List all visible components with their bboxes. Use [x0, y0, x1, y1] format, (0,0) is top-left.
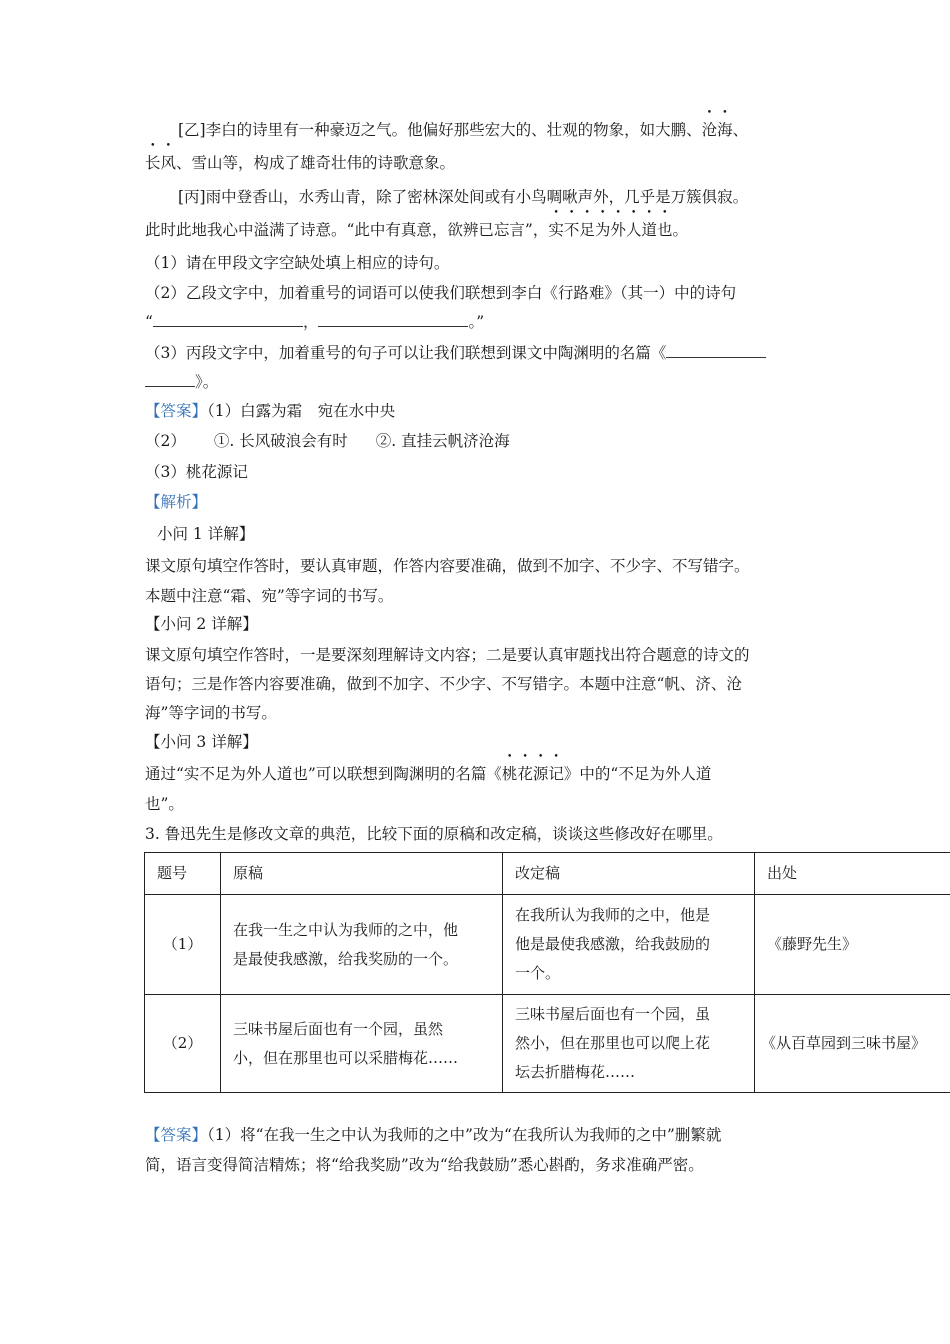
answer-blank[interactable]: [145, 372, 195, 387]
passage-text: 。: [672, 221, 688, 239]
question-3-line2: [145, 372, 218, 392]
row-number: （2）: [145, 995, 221, 1093]
answer-q3-line2: 简，语言变得简洁精炼；将“给我奖励”改为“给我鼓励”悉心斟酌，务求准确严密。: [145, 1156, 704, 1174]
answer-3-line: （3）桃花源记: [145, 463, 248, 481]
passage-yi-line1: [178, 120, 748, 140]
sub-question-1-title: 小问 1 详解】: [157, 525, 255, 543]
revision-table: [144, 852, 950, 1093]
question-text: 》。: [195, 373, 219, 391]
table-header-row: [145, 853, 950, 895]
answer-2-line: [145, 431, 510, 451]
question-2-line2: [145, 312, 484, 332]
passage-text: 此时此地我心中溢满了诗意。“此中有真意，欲辨已忘言”，: [145, 221, 549, 239]
revised-text: 在我所认为我师的之中，他是 他是最使我感激，给我鼓励的 一个。: [503, 895, 755, 995]
row-number: （1）: [145, 895, 221, 995]
answer-text: ①. 长风破浪会有时: [213, 432, 348, 450]
original-text: 在我一生之中认为我师的之中，他 是最使我感激，给我奖励的一个。: [221, 895, 503, 995]
answer-number: （2）: [145, 432, 186, 450]
punctuation: ，: [302, 313, 319, 331]
answer-text: （1）白露为霜 宛在水中央: [207, 402, 396, 420]
question-1: （1）请在甲段文字空缺处填上相应的诗句。: [145, 254, 450, 272]
sub-question-3-title: 【小问 3 详解】: [145, 733, 258, 751]
answer-text: ②. 直挂云帆济沧海: [375, 432, 510, 450]
analysis-text: [145, 764, 711, 784]
question-3-heading: 3. 鲁迅先生是修改文章的典范，比较下面的原稿和改定稿，谈谈这些修改好在哪里。: [145, 825, 723, 843]
header-original: 原稿: [221, 853, 503, 895]
passage-yi-line2: [145, 153, 455, 173]
answer-label: 【答案】: [145, 402, 208, 420]
analysis-text: 海”等字词的书写。: [145, 704, 277, 722]
answer-blank[interactable]: [153, 312, 303, 327]
emphasized-word: 长风: [145, 154, 177, 172]
question-3-line1: [145, 343, 766, 363]
answer-blank[interactable]: [318, 312, 468, 327]
analysis-text-part: 》中的“不足为外人道: [563, 765, 712, 783]
header-source: 出处: [755, 853, 950, 895]
answer-text: （1）将“在我一生之中认为我师的之中”改为“在我所认为我师的之中”删繁就: [207, 1126, 722, 1144]
answer-blank[interactable]: [666, 343, 766, 358]
analysis-text: 也”。: [145, 795, 184, 813]
passage-bing-line2: [145, 220, 688, 240]
table-row: [145, 995, 950, 1093]
source-text: 《从百草园到三味书屋》: [755, 995, 950, 1093]
revised-text: 三味书屋后面也有一个园，虽 然小，但在那里也可以爬上花 坛去折腊梅花……: [503, 995, 755, 1093]
passage-text: [乙]李白的诗里有一种豪迈之气。他偏好那些宏大的、壮观的物象，如大鹏、: [178, 121, 702, 139]
analysis-text: 本题中注意“霜、宛”等字词的书写。: [145, 587, 394, 605]
source-text: 《藤野先生》: [755, 895, 950, 995]
question-2-line1: （2）乙段文字中，加着重号的词语可以使我们联想到李白《行路难》（其一）中的诗句: [145, 284, 737, 302]
question-text: （3）丙段文字中，加着重号的句子可以让我们联想到课文中陶渊明的名篇《: [145, 344, 667, 362]
answer-label: 【答案】: [145, 1126, 208, 1144]
table-row: [145, 895, 950, 995]
quote-mark: “: [145, 313, 153, 331]
answer-1-line: [145, 401, 395, 421]
analysis-label: 【解析】: [145, 493, 208, 511]
header-number: 题号: [145, 853, 221, 895]
original-text: 三味书屋后面也有一个园，虽然 小，但在那里也可以采腊梅花……: [221, 995, 503, 1093]
sub-question-2-title: 【小问 2 详解】: [145, 615, 258, 633]
quote-mark: 。”: [468, 313, 485, 331]
passage-bing-line1: [丙]雨中登香山，水秀山青，除了密林深处间或有小鸟啁啾声外，几乎是万簇俱寂。: [178, 188, 749, 206]
emphasized-title: 桃花源记: [501, 765, 564, 783]
analysis-text: 课文原句填空作答时，要认真审题，作答内容要准确，做到不加字、不少字、不写错字。: [145, 557, 750, 575]
emphasized-word: 沧海: [701, 121, 733, 139]
analysis-text: 语句；三是作答内容要准确，做到不加字、不少字、不写错字。本题中注意“帆、济、沧: [145, 675, 742, 693]
passage-text: 、: [732, 121, 749, 139]
analysis-text-part: 通过“实不足为外人道也”可以联想到陶渊明的名篇《: [145, 765, 502, 783]
analysis-text: 课文原句填空作答时，一是要深刻理解诗文内容；二是要认真审题找出符合题意的诗文的: [145, 646, 750, 664]
emphasized-sentence: 实不足为外人道也: [548, 221, 673, 239]
header-revised: 改定稿: [503, 853, 755, 895]
answer-q3-line1: [145, 1125, 721, 1145]
passage-text: 、雪山等，构成了雄奇壮伟的诗歌意象。: [176, 154, 456, 172]
